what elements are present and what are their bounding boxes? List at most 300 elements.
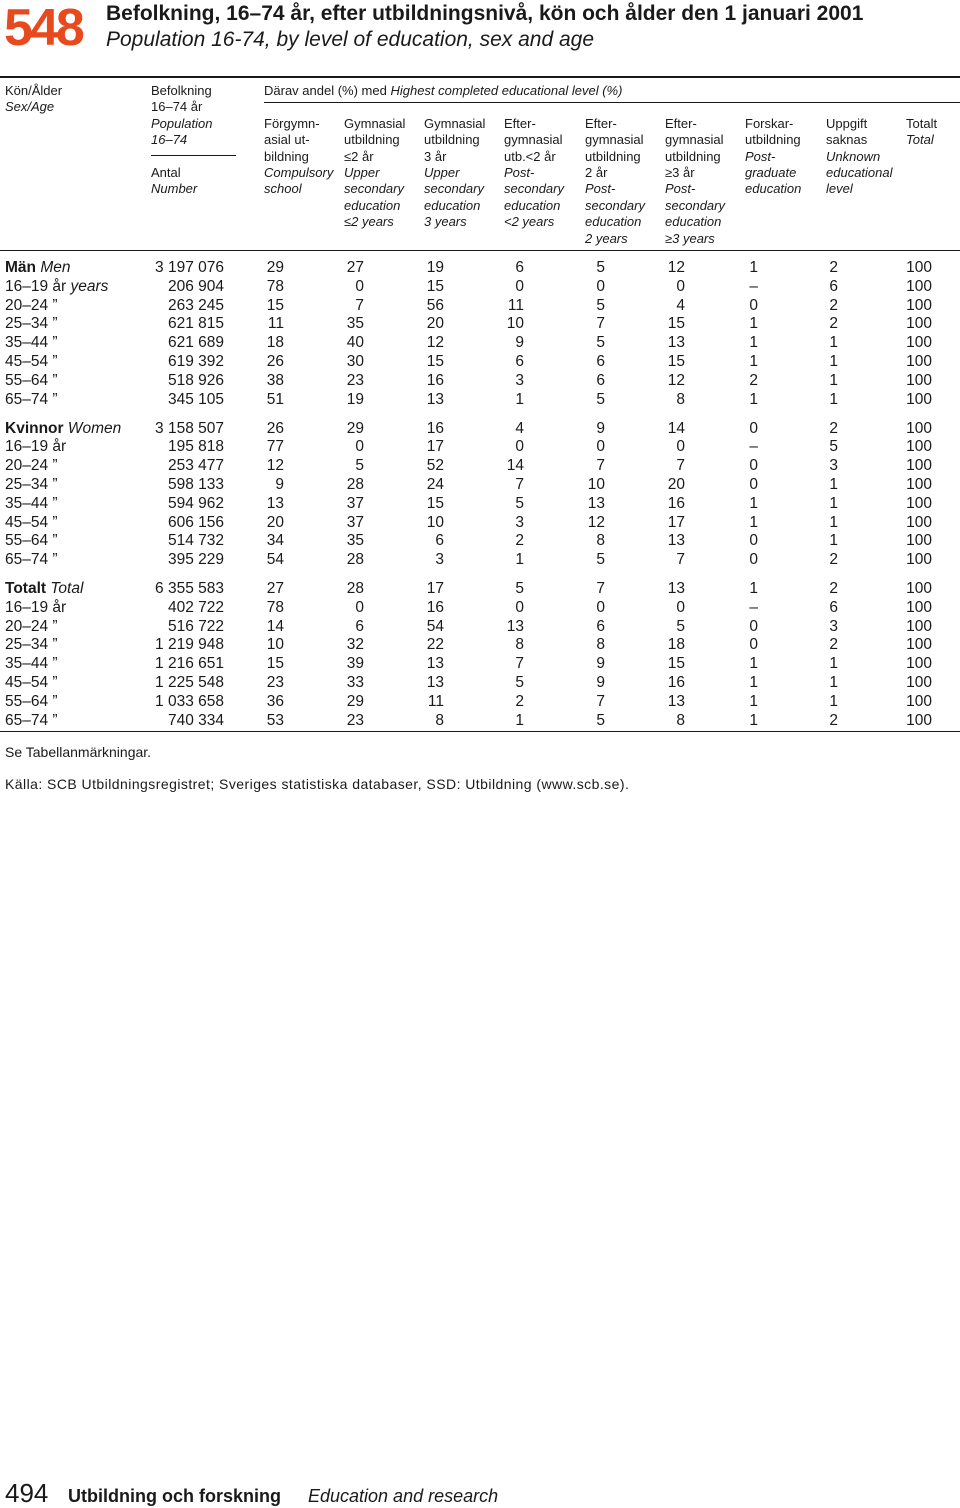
share-value-col-2: 40	[346, 334, 364, 352]
education-header-3-sv-line: utbildning	[424, 132, 480, 148]
share-value-col-2: 0	[355, 277, 364, 295]
share-value-col-4: 0	[515, 598, 524, 616]
share-value-col-5: 12	[587, 513, 605, 531]
share-value-col-1: 38	[266, 371, 284, 389]
education-header-7-en-line: Post-	[745, 148, 776, 164]
share-value-col-8: 1	[829, 513, 838, 531]
share-value-col-6: 15	[667, 353, 685, 370]
population-count: 621 815	[167, 315, 224, 333]
share-value-col-4: 1	[515, 551, 524, 569]
row-label	[5, 531, 58, 550]
population-count: 518 926	[167, 371, 224, 389]
share-value-col-8: 2	[829, 580, 838, 597]
education-header-6-en-line: ≥3 years	[665, 230, 715, 246]
share-value-col-1: 34	[266, 532, 284, 550]
share-value-col-9: 100	[906, 692, 932, 710]
share-value-col-1: 13	[266, 494, 284, 512]
row-label	[5, 419, 121, 438]
share-value-col-4: 6	[515, 259, 524, 276]
age-label: 20–24 ”	[5, 457, 58, 475]
education-header-6-en-line: secondary	[665, 197, 725, 213]
age-label: 35–44 ”	[5, 334, 58, 352]
share-value-col-2: 27	[346, 259, 364, 276]
share-value-col-9: 100	[906, 475, 932, 493]
share-value-col-6: 13	[667, 692, 685, 710]
share-value-col-3: 8	[435, 711, 444, 729]
share-value-col-1: 18	[266, 334, 284, 352]
education-header-4-en-line: Post-	[504, 165, 535, 180]
share-value-col-5: 13	[587, 494, 605, 512]
share-value-col-9: 100	[906, 259, 932, 276]
age-label: 45–54 ”	[5, 513, 58, 531]
share-value-col-4: 9	[515, 334, 524, 352]
group-label-sv: Kvinnor	[5, 419, 64, 437]
education-header-7-sv-line: utbildning	[745, 132, 801, 148]
population-header-sv-1: Befolkning	[151, 83, 212, 98]
share-value-col-3: 17	[426, 438, 444, 456]
share-value-col-9: 100	[906, 353, 932, 370]
share-value-col-7: 0	[749, 475, 758, 493]
page-footer	[0, 1478, 960, 1508]
share-value-col-9: 100	[906, 674, 932, 691]
share-value-col-6: 5	[676, 617, 685, 635]
share-value-col-3: 10	[426, 513, 444, 531]
population-header-sv-2: 16–74 år	[151, 99, 203, 115]
share-value-col-8: 1	[829, 390, 838, 408]
education-header-6-sv-line: gymnasial	[665, 132, 724, 148]
source-note: Källa: SCB Utbildningsregistret; Sveriges statistiska databaser, SSD: Utbildning (www.scb.se).	[5, 776, 630, 792]
age-label: 45–54 ”	[5, 674, 58, 691]
table-title-swedish: Befolkning, 16–74 år, efter utbildningsnivå, kön och ålder den 1 januari 2001	[106, 2, 864, 25]
population-count: 1 219 948	[155, 636, 224, 654]
share-value-col-3: 16	[426, 419, 444, 437]
share-value-col-9: 100	[906, 580, 932, 597]
age-label: 35–44 ”	[5, 494, 58, 512]
share-value-col-1: 10	[266, 636, 284, 654]
share-value-col-6: 17	[667, 513, 685, 531]
share-value-col-3: 15	[426, 277, 444, 295]
share-value-col-7: 2	[749, 371, 758, 389]
age-label: 20–24 ”	[5, 617, 58, 635]
share-value-col-9: 100	[906, 371, 932, 389]
share-value-col-6: 12	[667, 259, 685, 276]
share-value-col-5: 5	[596, 390, 605, 408]
share-value-col-5: 7	[596, 457, 605, 475]
education-header-2-en-line: Upper	[344, 165, 380, 180]
share-group-header-sv: Därav andel (%) med	[264, 83, 387, 98]
share-value-col-9: 100	[906, 617, 932, 635]
share-value-col-5: 6	[596, 353, 605, 370]
share-value-col-9: 100	[906, 513, 932, 531]
share-value-col-2: 39	[346, 655, 364, 673]
education-header-1-sv-line: Förgymn-	[264, 115, 320, 131]
education-header-1-sv-line: bildning	[264, 148, 309, 164]
education-header-8-en-line: educational	[826, 165, 893, 180]
row-label	[5, 673, 58, 692]
share-value-col-5: 7	[596, 580, 605, 597]
age-label: 16–19 år	[5, 277, 67, 295]
share-value-col-9: 100	[906, 390, 932, 408]
share-value-col-2: 5	[355, 457, 364, 475]
row-label	[5, 711, 58, 730]
education-header-5-en-line: Post-	[585, 181, 616, 197]
share-value-col-5: 9	[596, 674, 605, 691]
share-value-col-4: 5	[515, 494, 524, 512]
share-value-col-6: 13	[667, 532, 685, 550]
share-value-col-4: 3	[515, 371, 524, 389]
share-value-col-8: 1	[829, 494, 838, 512]
population-header-en-1: Population	[151, 115, 213, 131]
share-value-col-9: 100	[906, 636, 932, 654]
education-header-1-en-line: Compulsory	[264, 165, 334, 180]
education-header-2-en-line: education	[344, 197, 401, 213]
share-value-col-8: 2	[829, 419, 838, 437]
group-label-sv: Totalt	[5, 580, 47, 597]
education-header-5-en-line: 2 years	[585, 230, 628, 246]
population-count: 621 689	[167, 334, 224, 352]
row-label	[5, 598, 66, 617]
share-value-col-2: 33	[346, 674, 364, 691]
share-value-col-1: 15	[266, 296, 284, 314]
table-bottom-rule	[0, 731, 960, 732]
population-count: 195 818	[167, 438, 224, 456]
share-value-col-2: 6	[355, 617, 364, 635]
share-value-col-9: 100	[906, 438, 932, 456]
share-value-col-1: 29	[266, 259, 284, 276]
share-value-col-9: 100	[906, 315, 932, 333]
row-label	[5, 314, 58, 333]
share-value-col-6: 8	[676, 390, 685, 408]
education-header-4-en-line: secondary	[504, 181, 564, 197]
education-header-3-en-line: 3 years	[424, 214, 467, 230]
education-header-5-en-line: secondary	[585, 197, 645, 213]
group-label-en: Total	[50, 580, 84, 597]
share-value-col-3: 13	[426, 655, 444, 673]
education-header-5-sv-line: Efter-	[585, 115, 617, 131]
share-value-col-1: 78	[266, 277, 284, 295]
share-value-col-2: 23	[346, 371, 364, 389]
share-value-col-9: 100	[906, 277, 932, 295]
share-value-col-6: 12	[667, 371, 685, 389]
group-label-en: Women	[67, 419, 122, 437]
age-label: 16–19 år	[5, 598, 67, 616]
share-value-col-1: 51	[266, 390, 284, 408]
row-label	[5, 692, 58, 711]
row-label	[5, 635, 58, 654]
share-value-col-1: 53	[266, 711, 284, 729]
education-header-4-sv-line: gymnasial	[504, 132, 563, 148]
age-label: 25–34 ”	[5, 636, 58, 654]
table-title-english: Population 16-74, by level of education, sex and age	[106, 28, 595, 51]
age-label: 65–74 ”	[5, 390, 58, 408]
share-value-col-2: 28	[346, 551, 364, 569]
share-value-col-8: 1	[829, 475, 838, 493]
share-value-col-7: 0	[749, 551, 758, 569]
row-label	[5, 437, 66, 456]
share-value-col-3: 3	[435, 551, 444, 569]
share-value-col-2: 28	[346, 475, 364, 493]
share-value-col-4: 7	[515, 475, 524, 493]
share-value-col-7: 1	[749, 494, 758, 512]
share-value-col-5: 5	[596, 296, 605, 314]
share-value-col-5: 0	[596, 438, 605, 456]
share-value-col-8: 1	[829, 334, 838, 352]
education-header-2-sv-line: utbildning	[344, 132, 400, 148]
share-value-col-5: 5	[596, 551, 605, 569]
education-header-6-sv-line: Efter-	[665, 115, 697, 131]
share-value-col-2: 19	[346, 390, 364, 408]
education-header-3-en-line: Upper	[424, 165, 460, 180]
share-value-col-1: 54	[266, 551, 284, 569]
share-value-col-7: 1	[749, 692, 758, 710]
share-value-col-9: 100	[906, 494, 932, 512]
share-value-col-7: –	[749, 598, 758, 616]
share-value-col-7: 1	[749, 711, 758, 729]
education-header-6-sv-line: ≥3 år	[665, 165, 695, 180]
share-value-col-4: 5	[515, 674, 524, 691]
share-value-col-8: 5	[829, 438, 838, 456]
population-count: 740 334	[167, 711, 224, 729]
share-value-col-7: 1	[749, 315, 758, 333]
share-value-col-4: 1	[515, 390, 524, 408]
share-group-rule	[264, 102, 960, 103]
age-label: 35–44 ”	[5, 655, 58, 673]
share-value-col-5: 7	[596, 692, 605, 710]
share-value-col-2: 28	[346, 580, 364, 597]
title-rule	[0, 76, 960, 78]
row-label	[5, 550, 58, 569]
share-value-col-4: 0	[515, 438, 524, 456]
share-value-col-1: 15	[266, 655, 284, 673]
share-value-col-4: 6	[515, 353, 524, 370]
share-value-col-7: 0	[749, 419, 758, 437]
share-value-col-4: 1	[515, 711, 524, 729]
share-value-col-6: 4	[676, 296, 685, 314]
share-value-col-3: 16	[426, 371, 444, 389]
population-count: 619 392	[167, 353, 224, 370]
share-value-col-7: 0	[749, 532, 758, 550]
share-value-col-4: 10	[506, 315, 524, 333]
education-header-4-en-line: <2 years	[504, 214, 555, 230]
share-value-col-3: 54	[426, 617, 444, 635]
share-value-col-7: 0	[749, 617, 758, 635]
section-title-english: Education and research	[308, 1486, 499, 1506]
share-value-col-7: 0	[749, 296, 758, 314]
share-value-col-2: 37	[346, 513, 364, 531]
share-value-col-5: 5	[596, 711, 605, 729]
share-value-col-4: 5	[515, 580, 524, 597]
share-value-col-8: 1	[829, 674, 838, 691]
education-header-2-en-line: secondary	[344, 181, 404, 197]
row-label	[5, 475, 58, 494]
education-header-8-en-line: level	[826, 181, 853, 197]
row-label	[5, 333, 58, 352]
share-value-col-2: 35	[346, 315, 364, 333]
share-value-col-6: 13	[667, 580, 685, 597]
share-value-col-8: 1	[829, 655, 838, 673]
share-value-col-9: 100	[906, 419, 932, 437]
share-value-col-3: 52	[426, 457, 444, 475]
population-count: 594 962	[167, 494, 224, 512]
share-value-col-8: 6	[829, 598, 838, 616]
share-value-col-4: 7	[515, 655, 524, 673]
share-value-col-5: 5	[596, 334, 605, 352]
share-value-col-4: 2	[515, 692, 524, 710]
share-value-col-8: 2	[829, 259, 838, 276]
share-value-col-7: 1	[749, 259, 758, 276]
share-value-col-9: 100	[906, 598, 932, 616]
age-label: 55–64 ”	[5, 532, 58, 550]
education-header-8-en-line: Unknown	[826, 148, 881, 164]
share-value-col-3: 15	[426, 494, 444, 512]
share-value-col-1: 20	[266, 513, 284, 531]
share-value-col-3: 17	[426, 580, 444, 597]
share-value-col-3: 24	[426, 475, 444, 493]
share-value-col-4: 11	[507, 296, 524, 314]
header-bottom-rule	[0, 250, 960, 251]
education-header-5-en-line: education	[585, 214, 642, 230]
row-label	[5, 579, 83, 598]
share-value-col-1: 78	[266, 598, 284, 616]
age-label: 55–64 ”	[5, 371, 58, 389]
share-value-col-7: 1	[749, 674, 758, 691]
education-header-9-sv-line: Totalt	[906, 115, 938, 131]
education-header-3-sv-line: Gymnasial	[424, 115, 486, 131]
share-value-col-3: 56	[426, 296, 444, 314]
share-value-col-2: 23	[346, 711, 364, 729]
share-value-col-5: 0	[596, 277, 605, 295]
share-value-col-6: 20	[667, 475, 685, 493]
row-label	[5, 390, 58, 409]
share-value-col-9: 100	[906, 551, 932, 569]
age-label: 65–74 ”	[5, 711, 58, 729]
share-value-col-7: –	[749, 277, 758, 295]
age-label: 16–19 år	[5, 438, 67, 456]
population-unit-sv: Antal	[151, 165, 181, 180]
population-count: 345 105	[167, 390, 224, 408]
population-unit-en: Number	[151, 181, 198, 197]
age-label: 45–54 ”	[5, 353, 58, 370]
share-value-col-9: 100	[906, 457, 932, 475]
share-value-col-7: 1	[749, 655, 758, 673]
share-value-col-2: 35	[346, 532, 364, 550]
age-label: 20–24 ”	[5, 296, 58, 314]
share-value-col-1: 12	[266, 457, 284, 475]
population-count: 402 722	[167, 598, 224, 616]
population-count: 206 904	[167, 277, 224, 295]
population-count: 1 225 548	[155, 674, 224, 691]
share-value-col-5: 5	[596, 259, 605, 276]
education-header-2-en-line: ≤2 years	[344, 214, 394, 230]
share-value-col-3: 11	[427, 692, 444, 710]
education-header-2-sv-line: Gymnasial	[344, 115, 406, 131]
share-value-col-3: 12	[426, 334, 444, 352]
share-value-col-2: 29	[346, 692, 364, 710]
row-label	[5, 617, 58, 636]
share-value-col-7: 1	[749, 580, 758, 597]
age-label: 25–34 ”	[5, 475, 58, 493]
share-value-col-6: 0	[676, 438, 685, 456]
education-header-3-en-line: secondary	[424, 181, 484, 197]
share-value-col-1: 26	[266, 353, 284, 370]
education-header-7-en-line: graduate	[745, 165, 797, 180]
share-value-col-3: 13	[426, 674, 444, 691]
share-value-col-5: 7	[596, 315, 605, 333]
page-number: 494	[5, 1478, 49, 1508]
education-header-8-sv-line: Uppgift	[826, 115, 868, 131]
row-label	[5, 258, 70, 277]
share-value-col-3: 6	[435, 532, 444, 550]
share-value-col-8: 2	[829, 315, 838, 333]
share-value-col-4: 0	[515, 277, 524, 295]
share-value-col-6: 8	[676, 711, 685, 729]
population-count: 514 732	[167, 532, 224, 550]
share-value-col-1: 14	[266, 617, 284, 635]
row-label	[5, 456, 58, 475]
education-header-1-en-line: school	[264, 181, 302, 197]
share-value-col-1: 11	[267, 315, 284, 333]
share-value-col-8: 2	[829, 711, 838, 729]
share-group-header-en: Highest completed educational level (%)	[390, 83, 623, 98]
share-value-col-6: 16	[667, 674, 685, 691]
share-value-col-7: 1	[749, 390, 758, 408]
age-label: 55–64 ”	[5, 692, 58, 710]
age-label: 25–34 ”	[5, 315, 58, 333]
share-value-col-1: 27	[266, 580, 284, 597]
share-value-col-9: 100	[906, 296, 932, 314]
share-value-col-4: 8	[515, 636, 524, 654]
population-count: 263 245	[167, 296, 224, 314]
row-label	[5, 494, 58, 513]
share-value-col-6: 0	[676, 277, 685, 295]
share-value-col-9: 100	[906, 655, 932, 673]
row-label	[5, 352, 58, 371]
share-value-col-3: 16	[426, 598, 444, 616]
row-label	[5, 296, 58, 315]
share-value-col-3: 20	[426, 315, 444, 333]
age-label-en: years	[70, 277, 109, 295]
share-value-col-4: 13	[506, 617, 524, 635]
education-header-9-en-line: Total	[906, 132, 934, 148]
page-header	[0, 0, 960, 60]
share-value-col-9: 100	[906, 334, 932, 352]
share-value-col-2: 30	[346, 353, 364, 370]
share-value-col-2: 0	[355, 438, 364, 456]
share-value-col-2: 7	[355, 296, 364, 314]
share-value-col-8: 6	[829, 277, 838, 295]
share-value-col-2: 37	[346, 494, 364, 512]
population-count: 3 197 076	[155, 259, 224, 276]
education-header-6-en-line: Post-	[665, 181, 696, 197]
share-value-col-5: 6	[596, 371, 605, 389]
share-value-col-6: 16	[667, 494, 685, 512]
population-count: 6 355 583	[155, 580, 224, 597]
group-label-en: Men	[40, 259, 71, 276]
share-value-col-4: 3	[515, 513, 524, 531]
row-label	[5, 371, 58, 390]
row-label	[5, 513, 58, 532]
share-value-col-5: 8	[596, 636, 605, 654]
population-count: 598 133	[167, 475, 224, 493]
share-value-col-8: 3	[829, 457, 838, 475]
share-value-col-6: 14	[667, 419, 685, 437]
share-value-col-3: 15	[426, 353, 444, 370]
share-value-col-5: 9	[596, 655, 605, 673]
share-value-col-5: 10	[587, 475, 605, 493]
sexage-header-sv: Kön/Ålder	[5, 83, 63, 98]
share-value-col-1: 26	[266, 419, 284, 437]
share-value-col-1: 77	[266, 438, 284, 456]
